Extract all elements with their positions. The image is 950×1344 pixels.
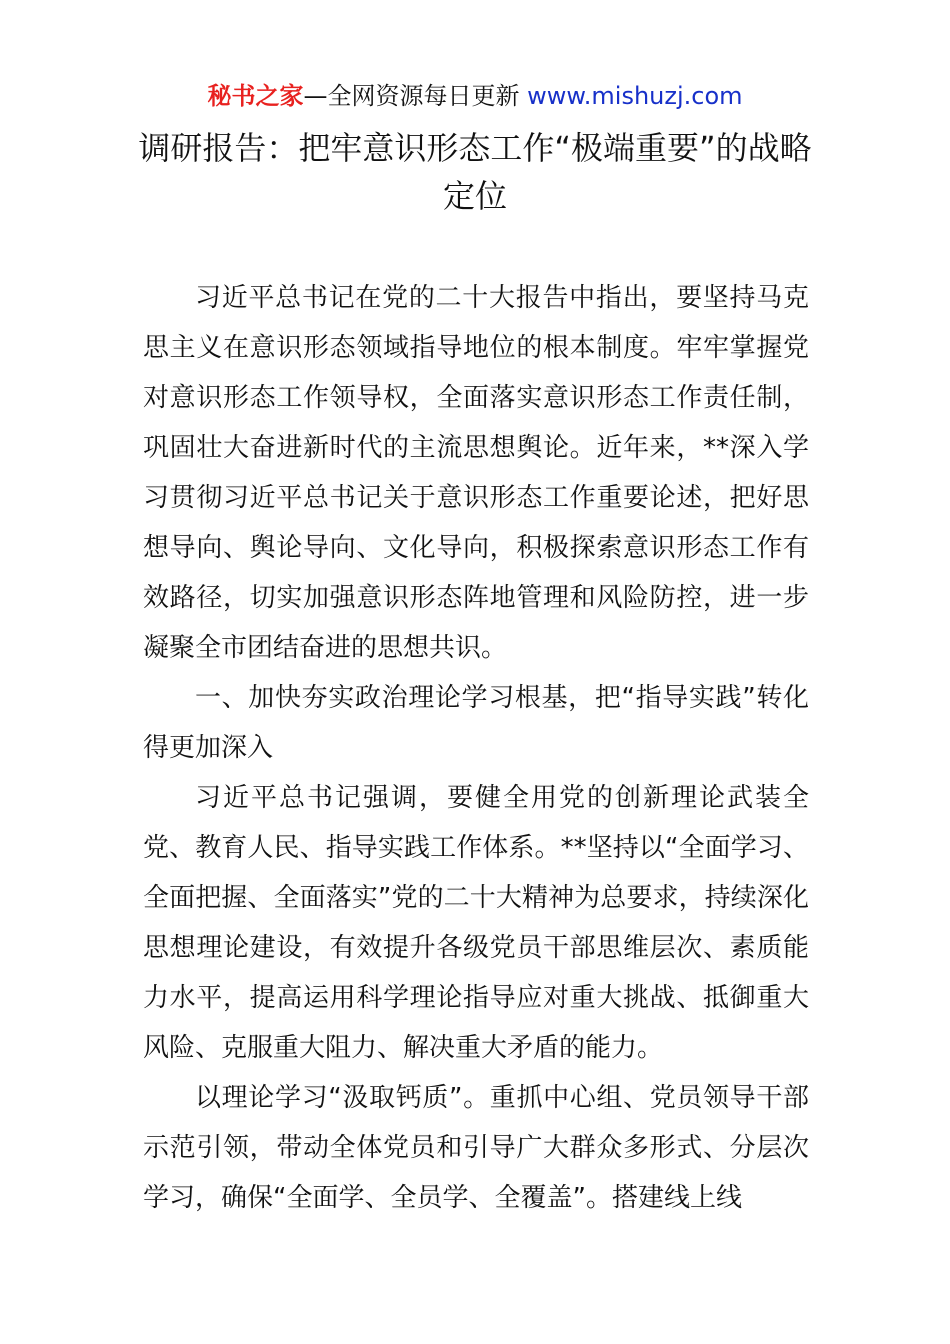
- site-brand: 秘书之家: [207, 82, 304, 110]
- document-body: [143, 273, 809, 1223]
- paragraph-theory-study: 以理论学习“汲取钙质”。重抓中心组、党员领导干部示范引领，带动全体党员和引导广大群众多形式、分层次学习，确保“全面学、全员学、全覆盖”。搭建线上线: [143, 1083, 809, 1213]
- paragraph-section-1: 习近平总书记强调，要健全用党的创新理论武装全党、教育人民、指导实践工作体系。**坚持以“全面学习、全面把握、全面落实”党的二十大精神为总要求，持续深化思想理论建设，有效提升各级党员干部思维层次、素质能力水平，提高运用科学理论指导应对重大挑战、抵御重大风险、克服重大阻力、解决重大矛盾的能力。: [143, 783, 809, 1063]
- section-heading-1: 一、加快夯实政治理论学习根基，把“指导实践”转化得更加深入: [143, 683, 809, 763]
- paragraph-intro: 习近平总书记在党的二十大报告中指出，要坚持马克思主义在意识形态领域指导地位的根本制度。牢牢掌握党对意识形态工作领导权，全面落实意识形态工作责任制，巩固壮大奋进新时代的主流思想舆论。近年来，**深入学习贯彻习近平总书记关于意识形态工作重要论述，把好思想导向、舆论导向、文化导向，积极探索意识形态工作有效路径，切实加强意识形态阵地管理和风险防控，进一步凝聚全市团结奋进的思想共识。: [143, 283, 809, 663]
- site-slogan: —全网资源每日更新: [303, 82, 520, 110]
- document-title: 调研报告：把牢意识形态工作“极端重要”的战略定位: [138, 129, 812, 215]
- site-header: [0, 80, 950, 112]
- site-url[interactable]: www.mishuzj.com: [527, 82, 743, 110]
